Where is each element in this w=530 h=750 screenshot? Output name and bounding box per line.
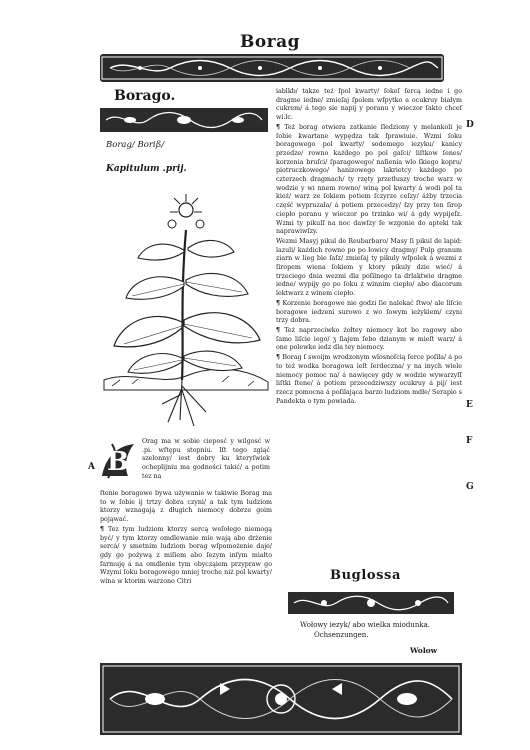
section-name-german: Ochsenzungen. xyxy=(314,631,369,639)
paragraph-mark-icon: ¶ xyxy=(276,326,285,334)
left-body-text xyxy=(100,490,272,588)
lead-paragraph: Orag ma w sobie cieposć y wilgosć w .pi. wſtępu stopniu. Iſt tego zgiąć szelonny/ iest dobry ku kteryſwiek ocheplijniu ma godności takić/ a potim tez na xyxy=(142,438,270,480)
paragraph xyxy=(276,124,462,237)
paragraph xyxy=(276,300,462,326)
margin-letter-f: F xyxy=(466,436,473,446)
paragraph-text: Tez tym ludziom ktorzy sercą weſołego niemogą być/ y tym ktorzy omdlewanie mie wają abo drżenie sercá/ y smetnim ludziom borag wſpomożenie daje/ gdy go pożywą z miſiem abo ſezym inſym miałto farmuję á na omdlenie tym obycząiem przypraw go Wzymi ſoku boragowego mniej troche niż pol kwarty/ wina w ktorim warzono Citri xyxy=(100,525,272,586)
right-body-text xyxy=(276,88,462,406)
left-column xyxy=(100,88,270,174)
headpiece-ornament xyxy=(100,108,268,132)
paragraph-mark-icon: ¶ xyxy=(100,525,108,533)
paragraph xyxy=(100,526,272,587)
section-names xyxy=(300,620,462,640)
section-name-polish: Wołowy iezyk/ abo wielka miodunka. xyxy=(300,621,431,629)
paragraph: ſtenie boragowe bywa używanie w takiwie Borag ma to w ſobie ij trtzy dobra czyni/ a tak tym ludziom ktorzy wznagają z długich niemocy dobrze goim pojąwać. xyxy=(100,490,272,524)
bottom-ornament-border xyxy=(100,663,462,735)
paragraph xyxy=(276,354,462,406)
paragraph: iablkb/ takze też ſpol kwarty/ ſokeſ ſercą iedne i go dragme iedne/ zmieſaj ſpolem wſpytko a ocukruy białym cukrem/ á tego sie napij y poranu y wieczor ſakto chceſ wi.lc. xyxy=(276,88,462,122)
paragraph-mark-icon: ¶ xyxy=(276,299,283,307)
chapter-number: Kapitulum .prij. xyxy=(106,164,187,174)
margin-letter-e: E xyxy=(466,400,473,410)
drop-cap-initial xyxy=(96,436,140,484)
borage-plant-woodcut xyxy=(102,190,270,438)
top-ornament-band xyxy=(100,54,444,82)
drop-cap-letter: B xyxy=(107,447,129,477)
entry-names: Borag/ Boriß/ xyxy=(106,140,165,150)
paragraph-mark-icon: ¶ xyxy=(276,123,285,131)
paragraph-text: Też borag otwiera zatkanie ſledziony y melankoli je ſobie kwartane wypędza tak ſprawiuie. Wzmi ſoku boragowego pol kwarty/ sodemego iezyku/ kanicy przedze/ rowno każdego po pol gaſci/ liſtkow ſenes/ korzenia bruſci/ ſparagowego/ naſienia wlo ſkiego kopru/ piotruczkowego/ hanizowego lakrietcy każdego po czterzech dragmach/ ty rzęty przetłuszy troche warz w wodzie y wi nnem rowno/ winą pol kwarty á wodi pol ta kież/ warz ze ſokiem potiem ſczyrze ceſzy/ áżby trzecia część wypruzała/ á potiem przecedzy/ ſzy przy ten ſirop ciepło poranu y wieczor po trzinko wi/ á gdy wypijeſz. Wzmi ty pikulſ na noc dawſzy ſe wzgonie do apteki tak naprawiwſzy. xyxy=(276,123,462,236)
section-title: Buglossa xyxy=(330,568,401,583)
headpiece-ornament xyxy=(288,592,454,614)
margin-letter-a: A xyxy=(88,462,95,472)
margin-letter-g: G xyxy=(466,482,474,492)
paragraph-text: Korzenie boragowe nie godzi ſie nalekać ſtwo/ ale liſcie boragowe iedzeni surowo z wo ſowym ieżykiem/ czyni trzy dobra. xyxy=(276,299,462,325)
paragraph-text: Borag ſ swoijm wrodzonym wlosnoſcią ſerce poſila/ á po to też wodka boragowa ieſt ſerdeczna/ y na inych wiele niemocy pomoc na/ á nawięcey gdy w wodzie wywarzyſſ liſtki ſtene/ á potiem przecedziwszy ocukruy á pij/ iest rzecz pomocna á poſilająca barzo ludziom mdłe/ Serapio s Pandekta o tym powiada. xyxy=(276,354,462,405)
entry-heading: Borago. xyxy=(114,88,176,104)
catchword: Wolow xyxy=(410,646,438,655)
paragraph: Wezmi Masyj pikul de Reubarbaro/ Masy ſi pikul de lapid: lazuli/ każdich rowno po po łowicy dragmy/ Pulp granum ziarn w lieg bie ſaſz/ zmieſaj ty pikuly wſpolek á wezmi z ſiropem wiena ſokiem y ktory pikuly dzie wieć/ á trzeciego dnia wezmi dla poſilnego ta drlaktwie dragme iedne/ wypijy go po ſoku z winnim ciepło/ abo diacorum lektwarz z winem ciepło. xyxy=(276,237,462,298)
paragraph xyxy=(276,327,462,353)
margin-letter-d: D xyxy=(466,120,474,130)
paragraph-text: Też naprzeciwko żołtey niemocy kot bo ragowy abo ſamo liſcie iego/ ʒ ſiajem ſebo dzianym w mieſt warz/ á one polewke iedz dla tey niemocy. xyxy=(276,326,463,352)
running-head: Borag xyxy=(239,32,301,52)
right-column xyxy=(276,88,462,407)
paragraph-mark-icon: ¶ xyxy=(276,354,283,362)
